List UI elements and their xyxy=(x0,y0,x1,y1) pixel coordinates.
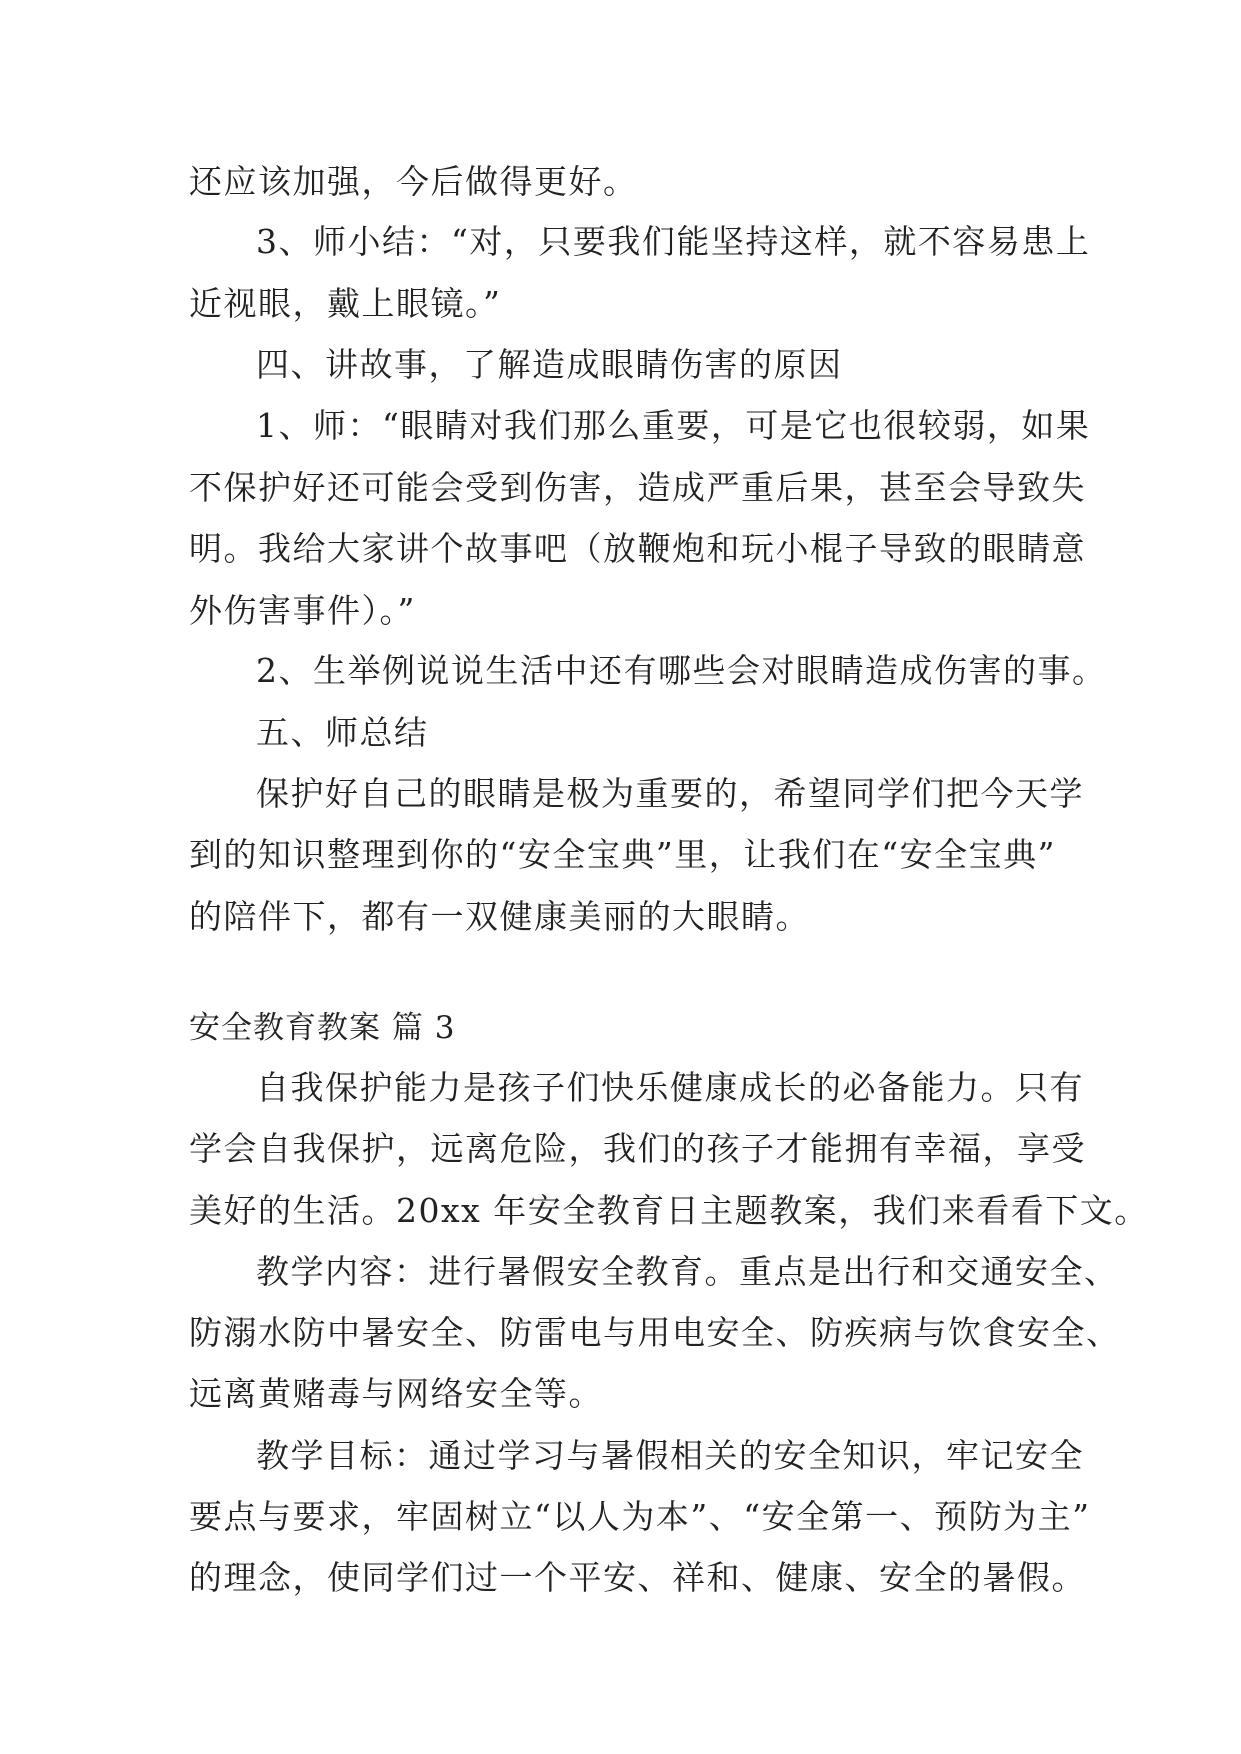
text-line: 2、生举例说说生活中还有哪些会对眼睛造成伤害的事。 xyxy=(256,651,1107,690)
text-line: 自我保护能力是孩子们快乐健康成长的必备能力。只有 xyxy=(256,1068,1084,1107)
text-line: 的陪伴下，都有一双健康美丽的大眼睛。 xyxy=(189,897,810,936)
text-line: 还应该加强，今后做得更好。 xyxy=(189,162,638,201)
text-line: 近视眼，戴上眼镜。” xyxy=(189,284,502,323)
text-line: 1、师：“眼睛对我们那么重要，可是它也很较弱，如果 xyxy=(256,406,1091,445)
text-line: 的理念，使同学们过一个平安、祥和、健康、安全的暑假。 xyxy=(189,1558,1086,1597)
text-line: 3、师小结：“对，只要我们能坚持这样，就不容易患上 xyxy=(256,222,1091,261)
text-line: 教学内容：进行暑假安全教育。重点是出行和交通安全、 xyxy=(256,1252,1119,1291)
text-line: 教学目标：通过学习与暑假相关的安全知识，牢记安全 xyxy=(256,1436,1084,1475)
text-line: 美好的生活。20xx 年安全教育日主题教案，我们来看看下文。 xyxy=(189,1191,1149,1230)
text-line: 要点与要求，牢固树立“以人为本”、“安全第一、预防为主” xyxy=(189,1497,1091,1536)
text-line: 保护好自己的眼睛是极为重要的，希望同学们把今天学 xyxy=(256,774,1084,813)
section-heading: 五、师总结 xyxy=(256,713,429,752)
text-line: 学会自我保护，远离危险，我们的孩子才能拥有幸福，享受 xyxy=(189,1129,1086,1168)
text-line: 远离黄赌毒与网络安全等。 xyxy=(189,1374,603,1413)
text-line: 不保护好还可能会受到伤害，造成严重后果，甚至会导致失 xyxy=(189,468,1086,507)
text-line: 防溺水防中暑安全、防雷电与用电安全、防疾病与饮食安全、 xyxy=(189,1313,1121,1352)
text-line: 到的知识整理到你的“安全宝典”里，让我们在“安全宝典” xyxy=(189,835,1056,874)
article-title: 安全教育教案 篇 3 xyxy=(189,1010,456,1046)
text-line: 外伤害事件）。” xyxy=(189,591,416,630)
text-line: 明。我给大家讲个故事吧（放鞭炮和玩小棍子导致的眼睛意 xyxy=(189,529,1086,568)
section-heading: 四、讲故事，了解造成眼睛伤害的原因 xyxy=(256,345,843,384)
